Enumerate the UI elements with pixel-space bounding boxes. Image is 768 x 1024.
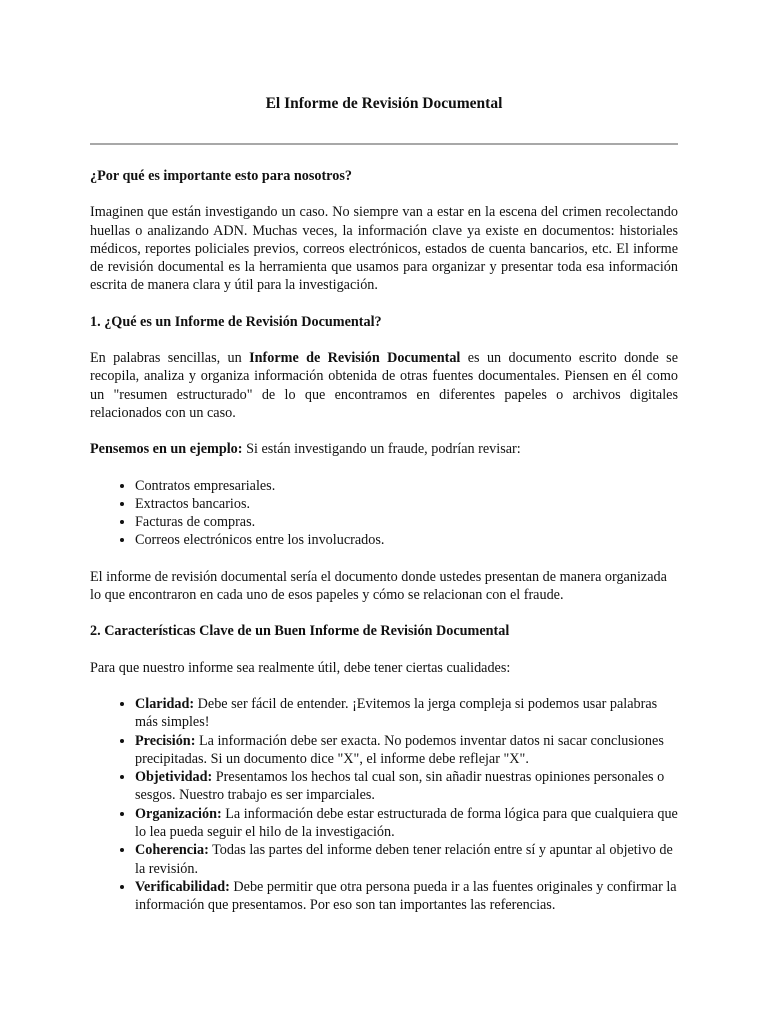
list-item bbox=[135, 695, 678, 732]
quality-term: Verificabilidad: bbox=[135, 878, 230, 895]
list-item: • Contratos empresariales. bbox=[135, 477, 678, 495]
list-item: • Correos electrónicos entre los involucrados. bbox=[135, 531, 678, 549]
list-item bbox=[135, 841, 678, 878]
quality-text: Debe permitir que otra persona pueda ir a las fuentes originales y confirmar la información que presentamos. Por eso son tan importantes las referencias. bbox=[135, 878, 677, 914]
list-item bbox=[135, 768, 678, 805]
list-item bbox=[135, 878, 678, 915]
list-item: • Extractos bancarios. bbox=[135, 495, 678, 513]
section1-bold-term: Informe de Revisión Documental bbox=[249, 350, 461, 367]
section1-paragraph bbox=[90, 349, 678, 422]
section2-intro: Para que nuestro informe sea realmente útil, debe tener ciertas cualidades: bbox=[90, 659, 511, 676]
document-body bbox=[90, 167, 678, 915]
quality-text: La información debe estar estructurada de forma lógica para que cualquiera que lo lea pueda seguir el hilo de la investigación. bbox=[135, 805, 678, 841]
list-item: • Facturas de compras. bbox=[135, 513, 678, 531]
section1-text-end: es un documento escrito donde se recopila, analiza y organiza información obtenida de otras fuentes documentales. Piensen en él como un "resumen estructurado" de lo que encontramos en diferentes papeles o archivos digitales relacionados con un caso. bbox=[90, 350, 678, 421]
intro-heading: ¿Por qué es importante esto para nosotros? bbox=[90, 168, 352, 184]
example-list bbox=[90, 477, 678, 550]
section1-closing: El informe de revisión documental sería el documento donde ustedes presentan de manera organizada lo que encontraron en cada uno de esos papeles y cómo se relacionan con el fraude. bbox=[90, 568, 667, 604]
list-item bbox=[135, 805, 678, 842]
quality-text: Todas las partes del informe deben tener relación entre sí y apuntar al objetivo de la revisión. bbox=[135, 842, 673, 877]
document-title: El Informe de Revisión Documental bbox=[265, 95, 503, 112]
quality-text: La información debe ser exacta. No podemos inventar datos ni sacar conclusiones precipitadas. Si un documento dice "X", el informe debe reflejar "X". bbox=[135, 732, 664, 767]
example-label: Pensemos en un ejemplo: bbox=[90, 441, 243, 458]
title-divider bbox=[90, 143, 678, 145]
list-item bbox=[135, 732, 678, 769]
quality-term: Coherencia: bbox=[135, 842, 209, 859]
example-paragraph bbox=[90, 440, 678, 458]
intro-paragraph: Imaginen que están investigando un caso. No siempre van a estar en la escena del crimen recolectando huellas o analizando ADN. Muchas veces, la información clave ya existe en documentos: historiales médicos, reportes policiales previos, correos electrónicos, estados de cuenta bancarios, etc. El informe de revisión documental es la herramienta que usamos para organizar y presentar toda esa información escrita de manera clara y útil para la investigación. bbox=[90, 204, 678, 294]
example-text: Si están investigando un fraude, podrían revisar: bbox=[242, 441, 521, 458]
quality-term: Precisión: bbox=[135, 732, 196, 749]
quality-text: Debe ser fácil de entender. ¡Evitemos la jerga compleja si podemos usar palabras más simples! bbox=[135, 695, 658, 731]
section1-heading: 1. ¿Qué es un Informe de Revisión Documental? bbox=[90, 313, 382, 330]
quality-text: Presentamos los hechos tal cual son, sin añadir nuestras opiniones personales o sesgos. Nuestro trabajo es ser imparciales. bbox=[135, 769, 665, 804]
quality-term: Claridad: bbox=[135, 695, 195, 712]
section2-heading: 2. Características Clave de un Buen Informe de Revisión Documental bbox=[90, 623, 510, 640]
qualities-list bbox=[90, 695, 678, 915]
section1-text-start: En palabras sencillas, un bbox=[90, 350, 250, 367]
quality-term: Organización: bbox=[135, 805, 222, 822]
quality-term: Objetividad: bbox=[135, 769, 213, 786]
